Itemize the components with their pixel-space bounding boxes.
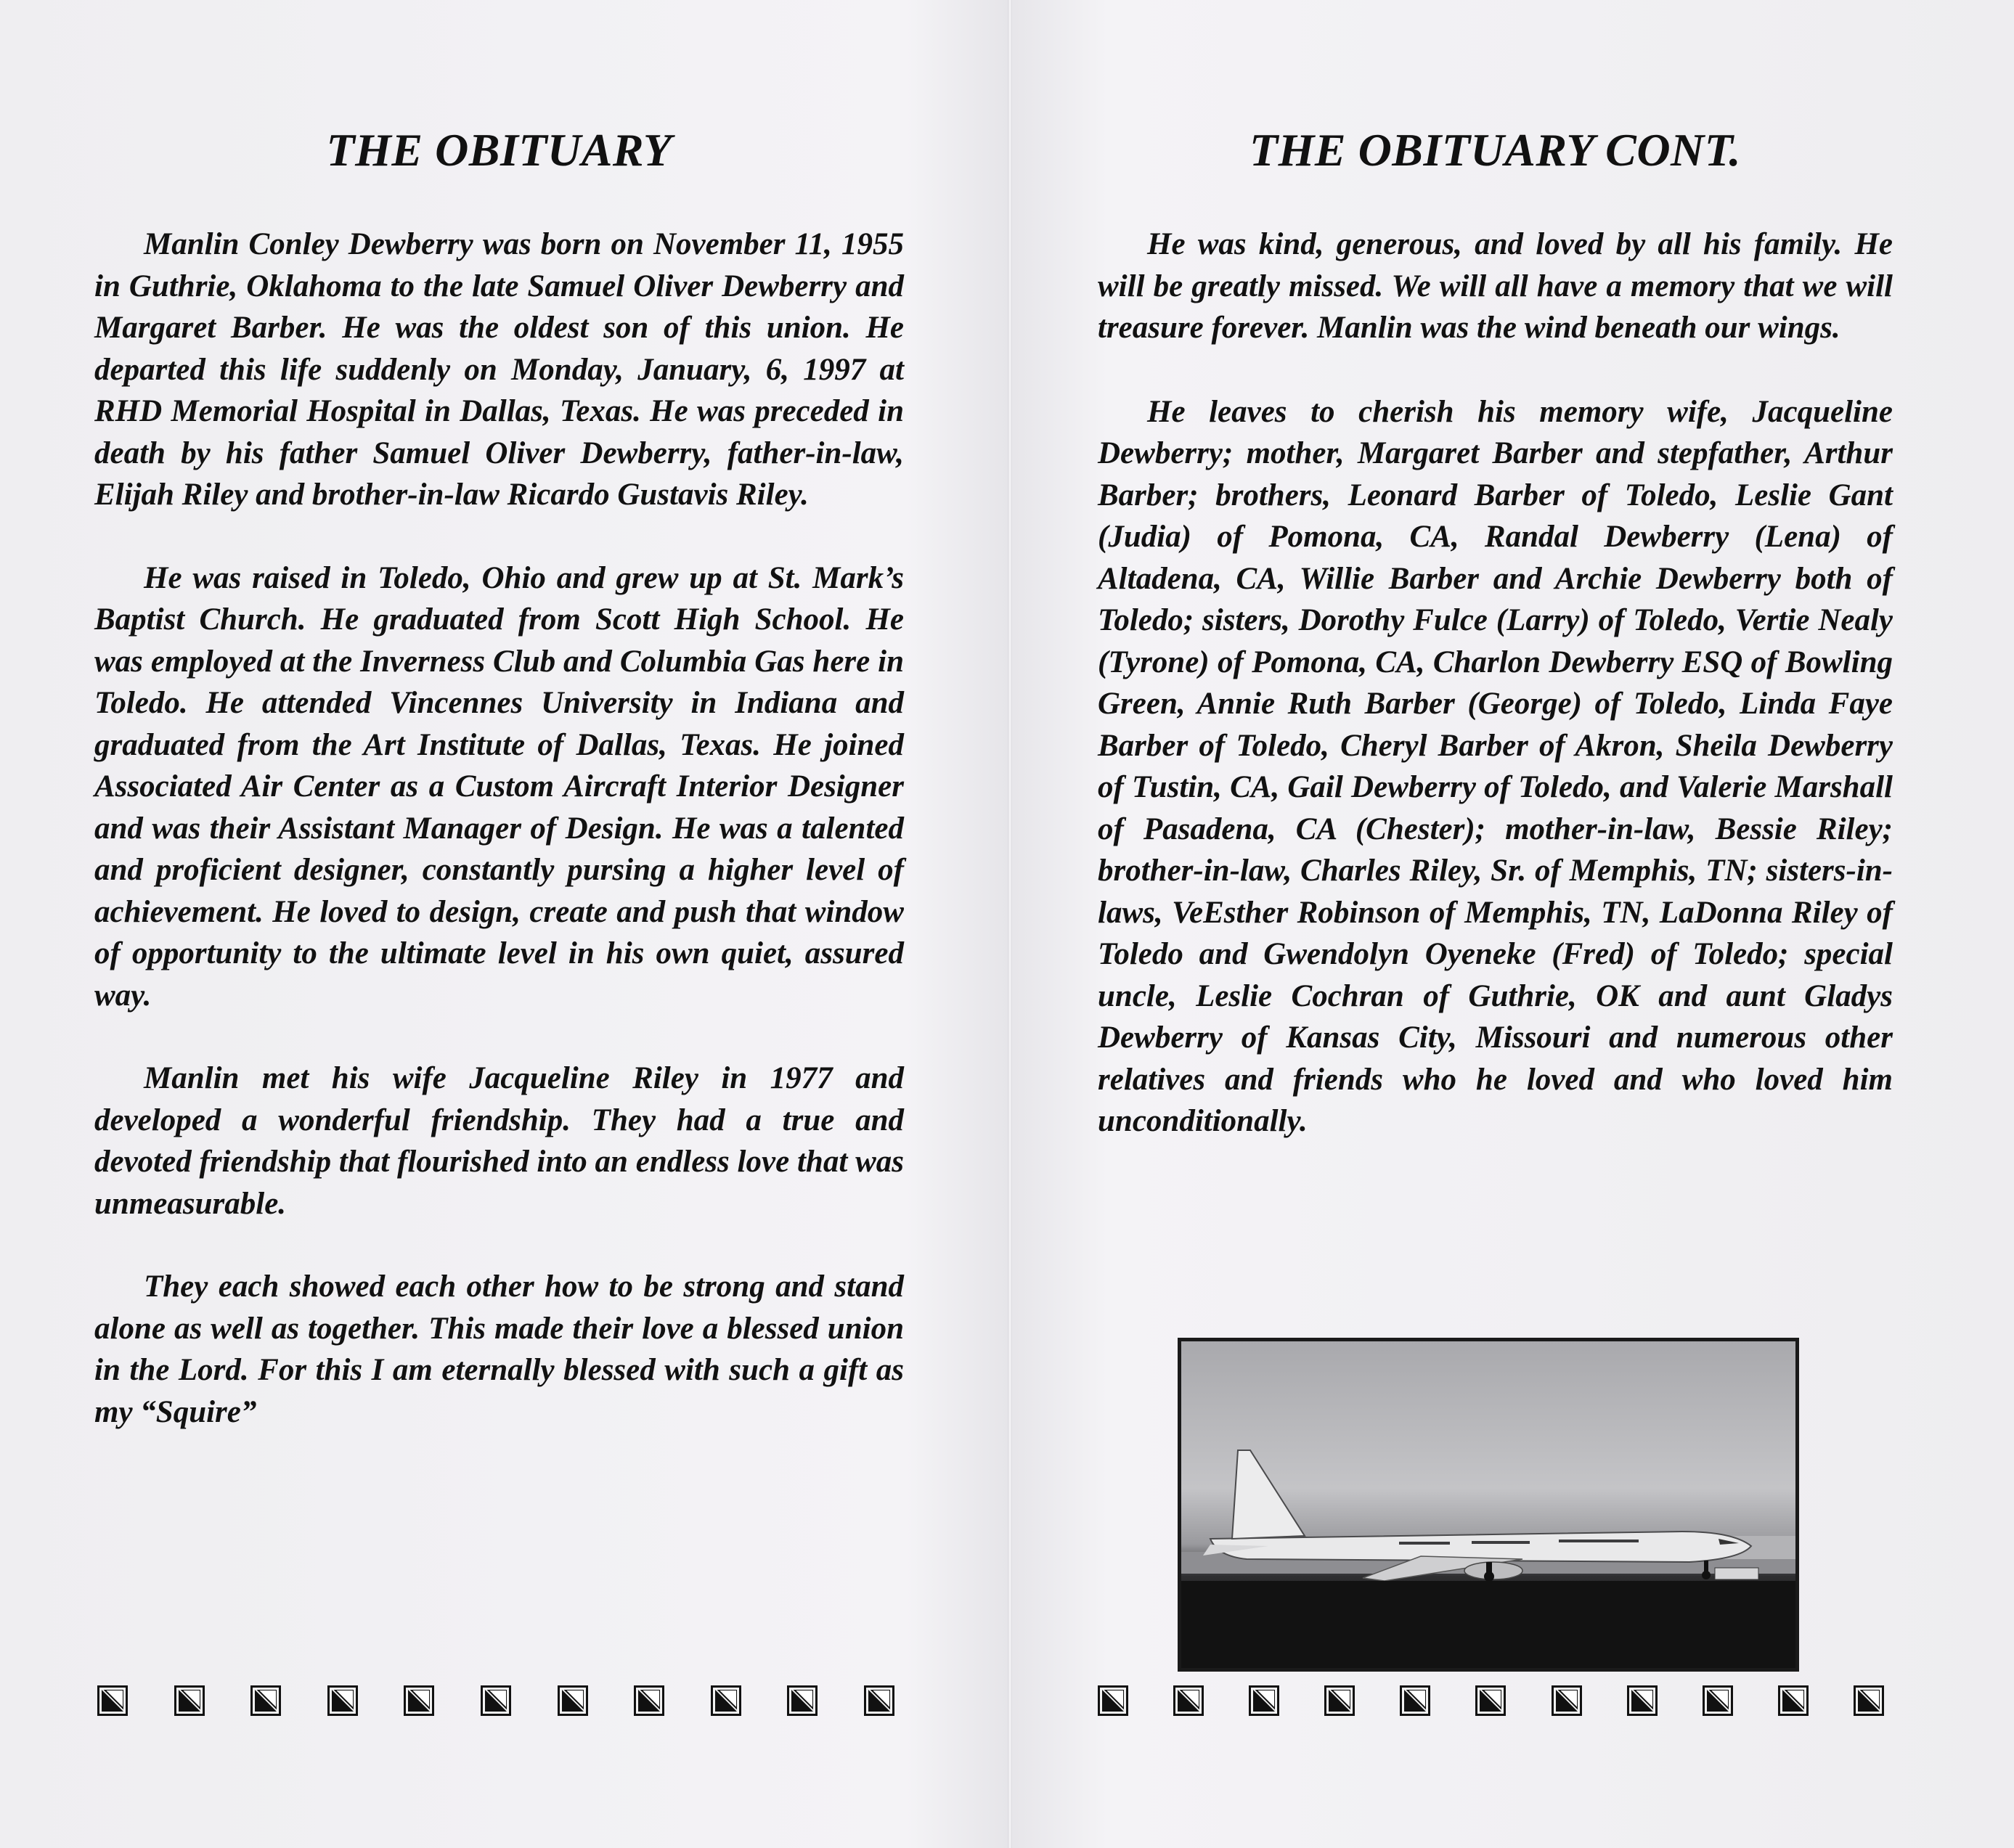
right-page-title: THE OBITUARY CONT. <box>1249 124 1741 176</box>
paragraph-marriage: Manlin met his wife Jacqueline Riley in 1977 and developed a wonderful friendship. They had a true and devoted friendship that flourished into an endless love that was unmeasurable. <box>94 1061 904 1221</box>
diagonal-square-icon <box>634 1685 664 1716</box>
diagonal-square-icon <box>1249 1685 1279 1716</box>
paragraph-birth: Manlin Conley Dewberry was born on November 11, 1955 in Guthrie, Oklahoma to the late Samuel Oliver Dewberry and Margaret Barber. He was the oldest son of this union. He departed this life suddenly on Monday, January, 6, 1997 at RHD Memorial Hospital in Dallas, Texas. He was preceded in death by his father Samuel Oliver Dewberry, father-in-law, Elijah Riley and brother-in-law Ricardo Gustavis Riley. <box>94 227 904 512</box>
diagonal-square-icon <box>174 1685 205 1716</box>
diagonal-square-icon <box>1324 1685 1355 1716</box>
diagonal-square-icon <box>481 1685 511 1716</box>
paragraph-career: He was raised in Toledo, Ohio and grew up at St. Mark’s Baptist Church. He graduated from Scott High School. He was employed at the Inverness Club and Columbia Gas here in Toledo. He attended Vincennes University in Indiana and graduated from the Art Institute of Dallas, Texas. He joined Associated Air Center as a Custom Aircraft Interior Designer and was their Assistant Manager of Design. He was a talented and proficient designer, constantly pursing a higher level of achievement. He loved to design, create and push that window of opportunity to the ultimate level in his own quiet, assured way. <box>94 560 904 1013</box>
diagonal-square-icon <box>404 1685 434 1716</box>
diagonal-square-icon <box>711 1685 741 1716</box>
diagonal-square-icon <box>1552 1685 1582 1716</box>
left-page <box>94 0 904 1848</box>
left-page-body <box>94 224 904 1433</box>
diagonal-square-icon <box>1475 1685 1506 1716</box>
diagonal-square-icon <box>864 1685 894 1716</box>
diagonal-square-icon <box>1627 1685 1658 1716</box>
left-page-title: THE OBITUARY <box>326 124 672 176</box>
diagonal-square-icon <box>327 1685 358 1716</box>
paragraph-blessing: They each showed each other how to be strong and stand alone as well as together. This made their love a blessed union in the Lord. For this I am eternally blessed with such a gift as my “Squire” <box>94 1270 904 1429</box>
diagonal-square-icon <box>1098 1685 1128 1716</box>
diagonal-square-icon <box>1854 1685 1884 1716</box>
ornament-row-left <box>97 1685 894 1716</box>
diagonal-square-icon <box>97 1685 128 1716</box>
diagonal-square-icon <box>250 1685 281 1716</box>
diagonal-square-icon <box>558 1685 588 1716</box>
ornament-row-right <box>1098 1685 1884 1716</box>
airplane-photo <box>1178 1338 1799 1672</box>
right-page <box>1098 0 1893 1848</box>
right-page-body <box>1098 224 1893 1142</box>
diagonal-square-icon <box>787 1685 818 1716</box>
paragraph-character: He was kind, generous, and loved by all his family. He will be greatly missed. We will all have a memory that we will treasure forever. Manlin was the wind beneath our wings. <box>1098 227 1893 345</box>
diagonal-square-icon <box>1778 1685 1809 1716</box>
paragraph-survivors: He leaves to cherish his memory wife, Jacqueline Dewberry; mother, Margaret Barber and stepfather, Arthur Barber; brothers, Leonard Barber of Toledo, Leslie Gant (Judia) of Pomona, CA, Randal Dewberry (Lena) of Altadena, CA, Willie Barber and Archie Dewberry both of Toledo; sisters, Dorothy Fulce (Larry) of Toledo, Vertie Nealy (Tyrone) of Pomona, CA, Charlon Dewberry ESQ of Bowling Green, Annie Ruth Barber (George) of Toledo, Linda Faye Barber of Toledo, Cheryl Barber of Akron, Sheila Dewberry of Tustin, CA, Gail Dewberry of Toledo, and Valerie Marshall of Pasadena, CA (Chester); mother-in-law, Bessie Riley; brother-in-law, Charles Riley, Sr. of Memphis, TN; sisters-in-laws, VeEsther Robinson of Memphis, TN, LaDonna Riley of Toledo and Gwendolyn Oyeneke (Fred) of Toledo; special uncle, Leslie Cochran of Guthrie, OK and aunt Gladys Dewberry of Kansas City, Missouri and numerous other relatives and friends who he loved and who loved him unconditionally. <box>1098 394 1893 1138</box>
diagonal-square-icon <box>1703 1685 1733 1716</box>
diagonal-square-icon <box>1400 1685 1430 1716</box>
diagonal-square-icon <box>1173 1685 1204 1716</box>
airplane-illustration <box>1181 1341 1795 1668</box>
center-fold <box>1008 0 1012 1848</box>
